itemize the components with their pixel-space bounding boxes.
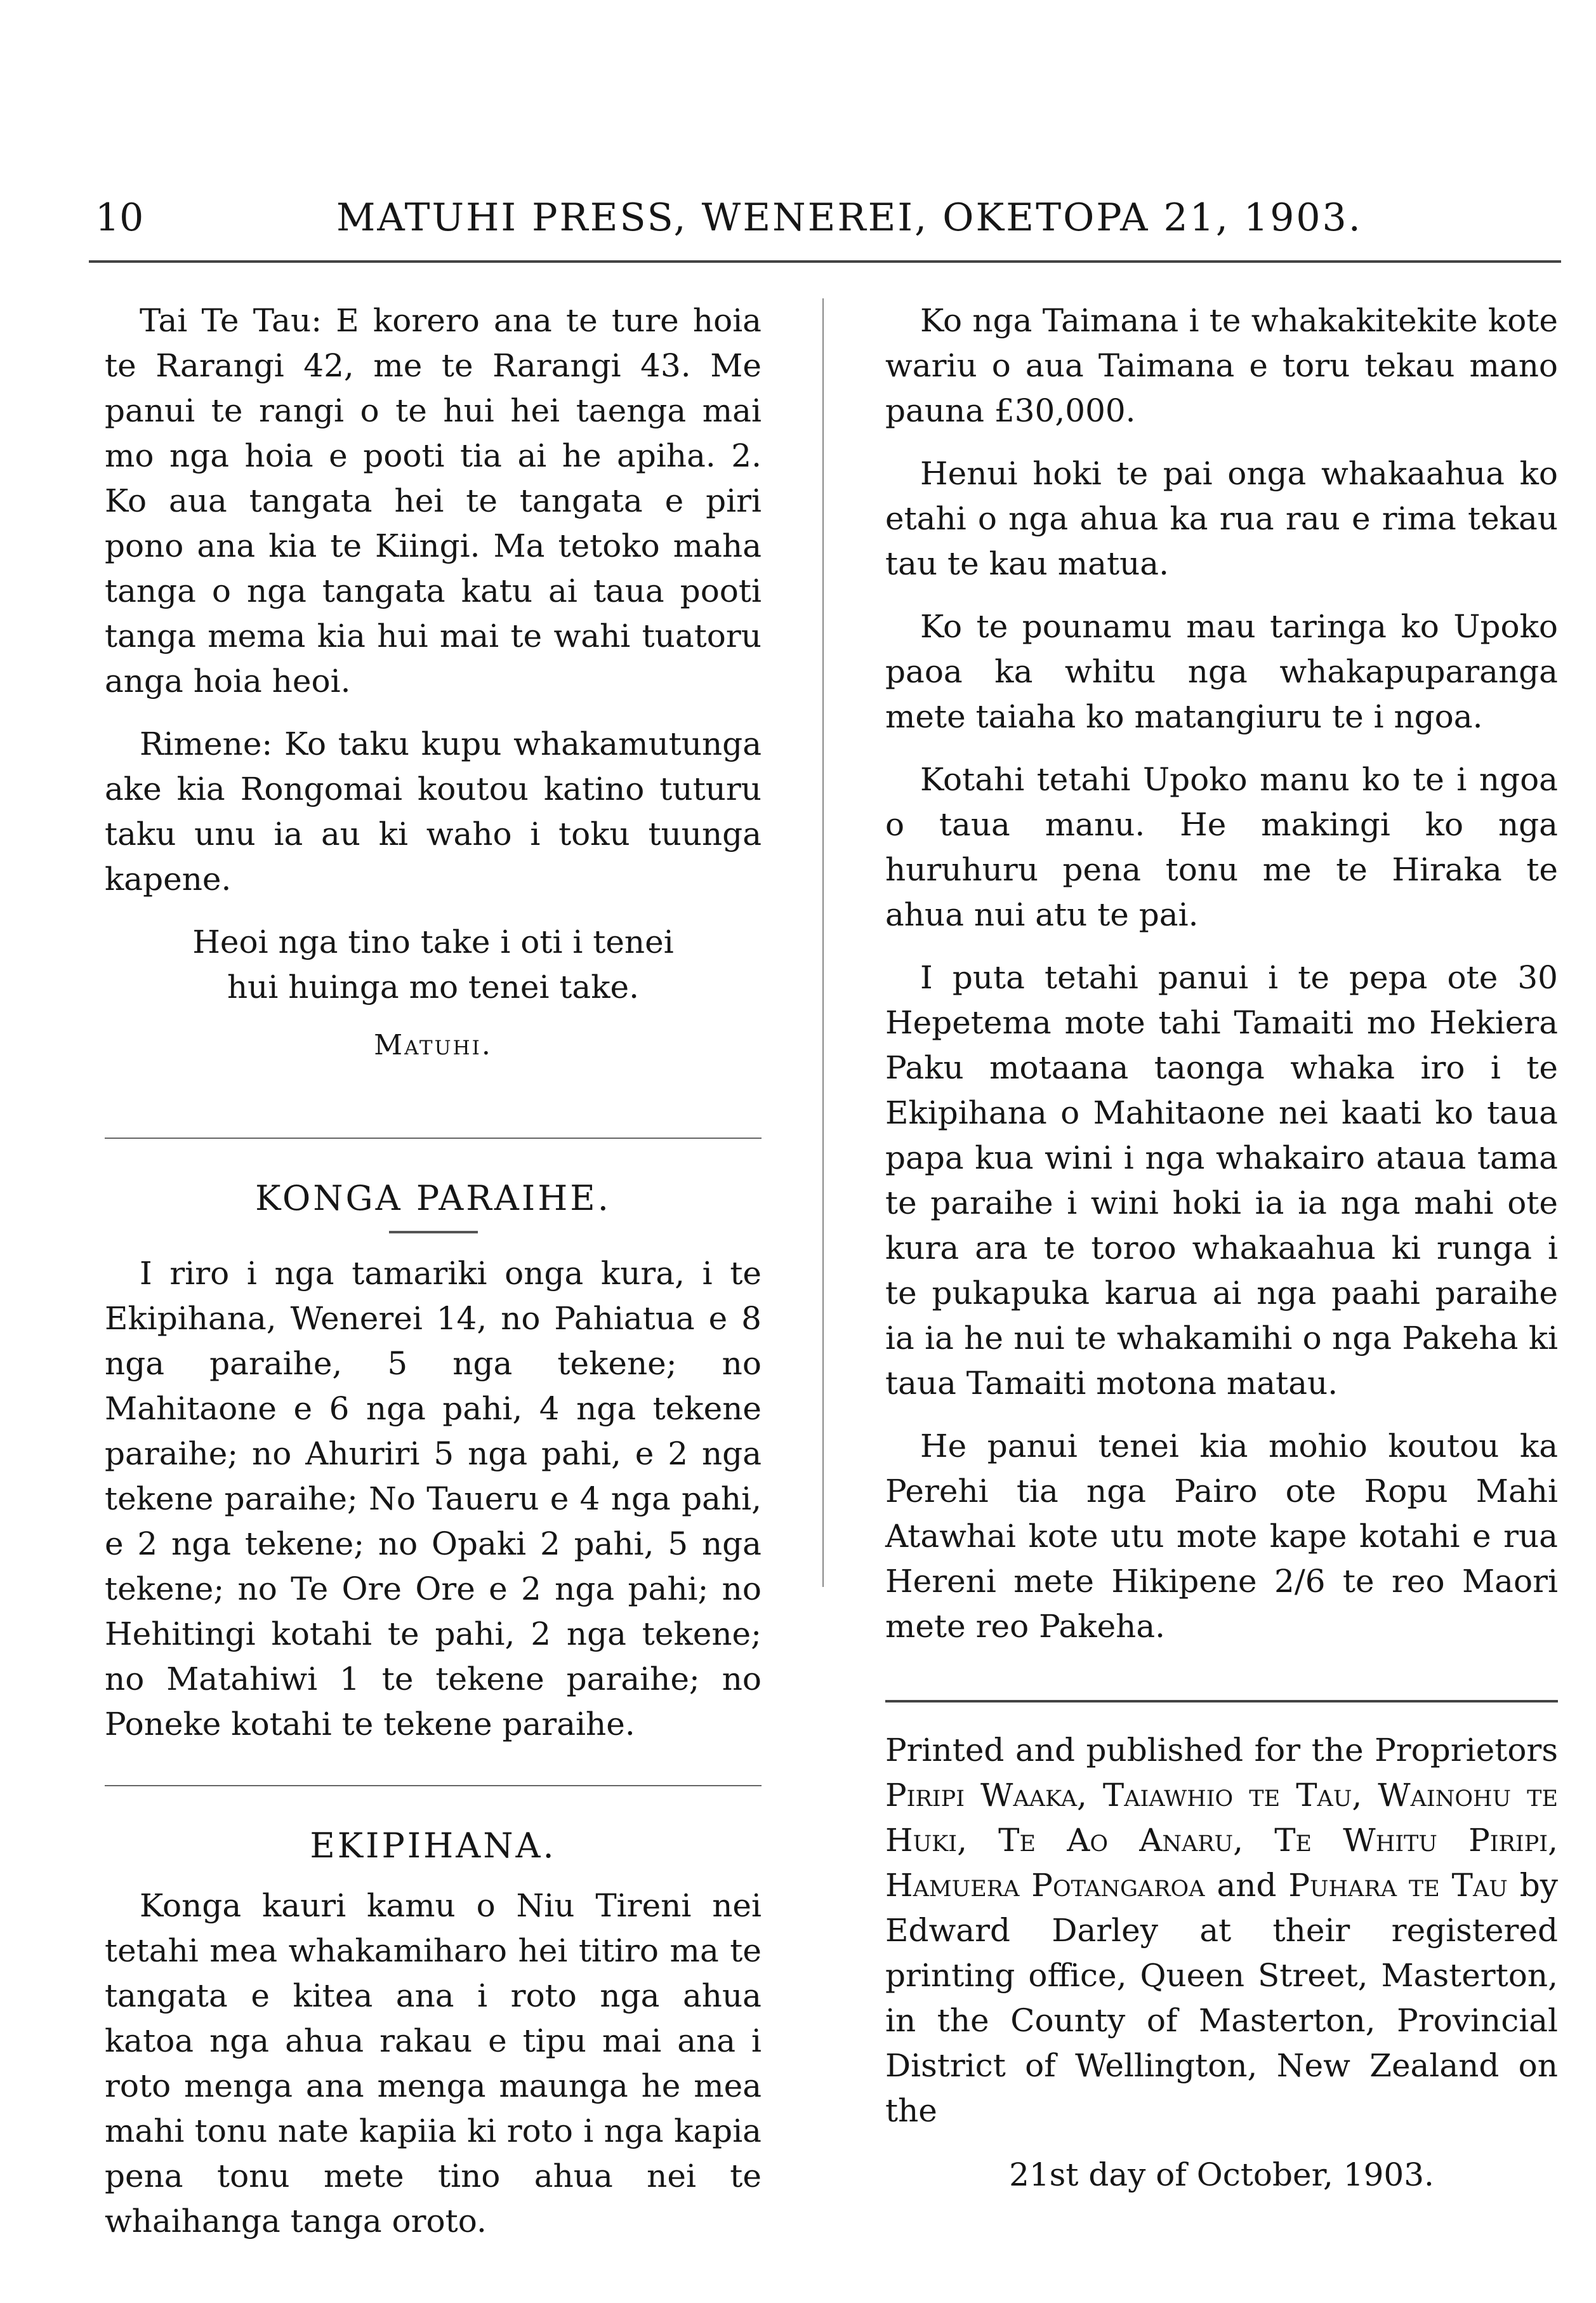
right-paragraph-1: Ko nga Taimana i te whakakitekite kote wariu o aua Taimana e toru tekau mano pauna £30,000. bbox=[885, 302, 1558, 429]
imprint-printer: by Edward Darley at their registered printing office, Queen Street, Masterton, in the County of Masterton, Provincial District of Wellington, New Zealand on the bbox=[885, 1867, 1558, 2129]
imprint-divider bbox=[885, 1700, 1558, 1702]
right-paragraph-4: Kotahi tetahi Upoko manu ko te i ngoa o taua manu. He makingi ko nga huruhuru pena tonu me te Hiraka te ahua nui atu te pai. bbox=[885, 761, 1558, 933]
closing-line-2: hui huinga mo tenei take. bbox=[227, 969, 640, 1005]
right-paragraph-6: He panui tenei kia mohio koutou ka Perehi tia nga Pairo ote Ropu Mahi Atawhai kote utu mote kape kotahi e rua Hereni mete Hikipene 2/6 te reo Maori mete reo Pakeha. bbox=[885, 1428, 1558, 1645]
heading-underline bbox=[389, 1231, 478, 1233]
konga-paraihe-paragraph: I riro i nga tamariki onga kura, i te Ekipihana, Wenerei 14, no Pahiatua e 8 nga paraihe, 5 nga tekene; no Mahitaone e 6 nga pahi, 4 nga tekene paraihe; no Ahuriri 5 nga pahi, e 2 nga tekene paraihe; No Taueru e 4 nga pahi, e 2 nga tekene; no Opaki 2 pahi, 5 nga tekene; no Te Ore Ore e 2 nga pahi; no Hehitingi kotahi te pahi, 2 nga tekene; no Matahiwi 1 te tekene paraihe; no Poneke kotahi te tekene paraihe. bbox=[105, 1255, 762, 1742]
ekipihana-heading: EKIPIHANA. bbox=[310, 1826, 557, 1866]
imprint-lead: Printed and published for the Proprietors bbox=[885, 1732, 1558, 1769]
right-paragraph-5: I puta tetahi panui i te pepa ote 30 Hepetema mote tahi Tamaiti mo Hekiera Paku motaana taonga whaka iro i te Ekipihana o Mahitaone nei kaati ko taua papa kua wini i nga whakairo ataua tama te paraihe i wini hoki ia ia nga mahi ote kura ara te toroo whakaahua ki runga i te pukapuka karua ai nga paahi paraihe ia ia he nui te whakamihi o nga Pakeha ki taua Tamaiti motona matau. bbox=[885, 959, 1558, 1402]
section-divider bbox=[105, 1785, 762, 1786]
closing-line-1: Heoi nga tino take i oti i tenei bbox=[192, 924, 674, 960]
imprint-text bbox=[885, 1728, 1558, 2134]
left-column bbox=[105, 298, 762, 2262]
imprint-date: 21st day of October, 1903. bbox=[1009, 2156, 1434, 2193]
ekipihana-paragraph: Konga kauri kamu o Niu Tireni nei tetahi mea whakamiharo hei titiro ma te tangata e kitea ana i roto nga ahua katoa nga ahua rakau e tipu mai ana i roto menga ana menga maunga he mea mahi tonu nate kapiia ki roto i nga kapia pena tonu mete tino ahua nei te whaihanga tanga oroto. bbox=[105, 1887, 762, 2240]
page-header bbox=[89, 190, 1561, 260]
imprint-owners: Piripi Waaka, Taiawhio te Tau, Wainohu te Huki, Te Ao Anaru, Te Whitu Piripi, Hamuera Potangaroa bbox=[885, 1777, 1558, 1904]
right-paragraph-3: Ko te pounamu mau taringa ko Upoko paoa ka whitu nga whakapuparanga mete taiaha ko matangiuru te i ngoa. bbox=[885, 608, 1558, 735]
imprint-and: and bbox=[1217, 1867, 1277, 1904]
right-paragraph-2: Henui hoki te pai onga whakaahua ko etahi o nga ahua ka rua rau e rima tekau tau te kau matua. bbox=[885, 455, 1558, 582]
masthead-title: MATUHI PRESS, WENEREI, OKETOPA 21, 1903. bbox=[336, 196, 1362, 240]
section-divider bbox=[105, 1138, 762, 1139]
header-rule bbox=[89, 260, 1561, 263]
page-number: 10 bbox=[95, 196, 144, 240]
left-paragraph-1: Tai Te Tau: E korero ana te ture hoia te Rarangi 42, me te Rarangi 43. Me panui te rangi o te hui hei taenga mai mo nga hoia e pooti tia ai he apiha. 2. Ko aua tangata hei te tangata e piri pono ana kia te Kiingi. Ma tetoko maha tanga o nga tangata katu ai taua pooti tanga mema kia hui mai te wahi tuatoru anga hoia heoi. bbox=[105, 302, 762, 700]
left-paragraph-2: Rimene: Ko taku kupu whakamutunga ake kia Rongomai koutou katino tuturu taku unu ia au ki waho i toku tuunga kapene. bbox=[105, 726, 762, 898]
konga-paraihe-heading: KONGA PARAIHE. bbox=[255, 1178, 611, 1218]
column-divider bbox=[822, 298, 824, 1587]
right-column bbox=[885, 298, 1558, 2198]
signature: Matuhi. bbox=[374, 1029, 492, 1061]
imprint-owner-last: Puhara te Tau bbox=[1288, 1867, 1508, 1904]
